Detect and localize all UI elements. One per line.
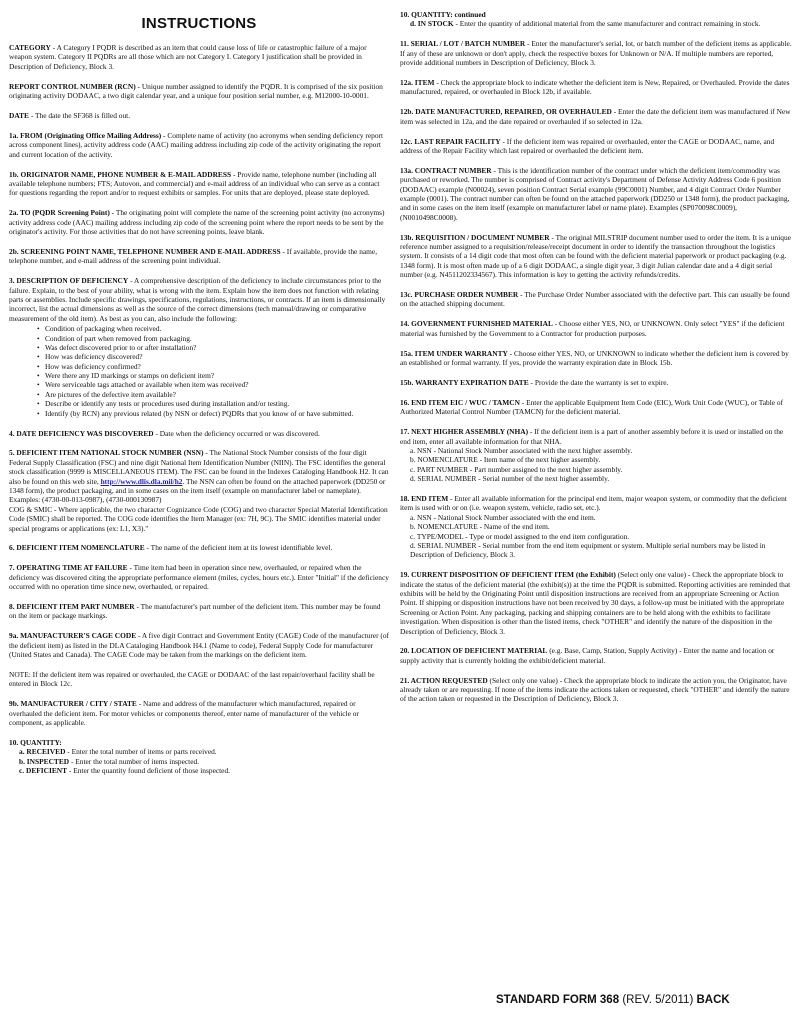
list-item: • How was deficiency discovered? — [45, 352, 389, 361]
block-2a-instruction: 2a. TO (PQDR Screening Point) - The originating point will complete the name of the screening point activity (no acronyms) activity address code (AAC) mailing address including zip code of the screening point where the report needs to be sent by the originator's activity. For those activities that do not have screening points, leave blank. — [9, 208, 385, 237]
quantity-deficient: c. DEFICIENT - Enter the quantity found deficient of those inspected. — [19, 766, 231, 776]
block-17-instruction: 17. NEXT HIGHER ASSEMBLY (NHA) - If the deficient item is a part of another assembly before it is used or installed on the end item, enter all available information for that NHA. a. NSN - National Stock Number associated with the next higher assembly. b. NOMENCLATURE - Item name of the next higher assembly. c. PART NUMBER - Part number assigned to the next higher assembly. d. SERIAL NUMBER - Serial number of the next higher assembly. — [400, 427, 794, 483]
list-item: d. SERIAL NUMBER - Serial number of the next higher assembly. — [410, 474, 610, 484]
block-3-instruction: 3. DESCRIPTION OF DEFICIENCY - A comprehensive description of the deficiency to include circumstances prior to the failure. Explain, to the best of your ability, what is wrong with the item. Explain how the item does not function with relating parts or assemblies. Include specific drawings, specifications, regulations, instructions, or contracts. If an item is dimensionally incorrect, list the actual dimensions as well as the source of the correct dimensions (tech manual/drawing or comparative measurement of the old item). As best as you can, also include the following: • Condition of packaging when received. • Condition of part when removed from packaging. • Was defect discovered prior to or after installation? • How was deficiency discovered? • How was deficiency confirmed? • Were there any ID markings or stamps on deficient item? • Were serviceable tags attached or available when item was received? • Are pictures of the defective item available? • Describe or identify any tests or procedures used during installation and/or testing. • Identify (by RCN) any previous related (by NSN or defect) PQDRs that you know of or have submitted. — [9, 276, 389, 418]
page-title: INSTRUCTIONS — [141, 15, 257, 32]
repair-note: NOTE: If the deficient item was repaired or overhauled, the CAGE or DODAAC of the last repair/overhaul facility shall be entered in Block 12c. — [9, 669, 375, 689]
rcn-instruction: REPORT CONTROL NUMBER (RCN) - Unique number assigned to identify the PQDR. It is comprised of the six position originating activity DODAAC, a two digit calendar year, and a unique four position serial number, e.g. M12000-10-0001. — [9, 81, 383, 101]
block-9a-instruction: 9a. MANUFACTURER'S CAGE CODE - A five digit Contract and Government Entity (CAGE) Code of the manufacturer (of the deficient item) as listed in the DLA Cataloging Handbook H4.1 (Name to code), Federal Supply Code for manufacturer (United States and Canada). The CAGE Code may be taken from the markings on the deficient item. — [9, 631, 390, 660]
list-item: • How was deficiency confirmed? — [45, 362, 389, 371]
dlis-h2-link[interactable]: http://www.dlis.dla.mil/h2 — [100, 476, 183, 486]
quantity-in-stock: d. IN STOCK - Enter the quantity of additional material from the same manufacturer and contract remaining in stock. — [410, 19, 761, 29]
quantity-inspected: b. INSPECTED - Enter the total number of items inspected. — [19, 756, 200, 766]
left-column — [9, 10, 389, 786]
block-13c-instruction: 13c. PURCHASE ORDER NUMBER - The Purchase Order Number associated with the defective part. This can usually be found on the attached shipping document. — [400, 290, 790, 309]
cog-smic-text: COG & SMIC - Where applicable, the two character Cognizance Code (COG) and two character Special Material Identification Code (SMIC) shall be reported. The COG code identifies the Item Manager (ex: 7H, 9C). The SMIC identifies material under special programs or applications (ex: L1, X3)." — [9, 504, 388, 533]
list-item: c. TYPE/MODEL - Type or model assigned to the end item configuration. — [410, 531, 630, 541]
list-item: d. SERIAL NUMBER - Serial number from the end item equipment or system. Multiple serial numbers may be listed in Description of Deficiency, Block 3. — [410, 540, 766, 560]
right-column — [400, 10, 794, 714]
block-19-instruction: 19. CURRENT DISPOSITION OF DEFICIENT ITEM (the Exhibit) (Select only one value) - Check the appropriate block to indicate the status of the deficient material (the exhibit(s)) at the time the PQDR is submitted. Reporting activities are reminded that exhibits will be held by the Originating Point until disposition instructions are received from an appropriate Screening or Action Point. If shipping or disposition instructions have not been received by 30 days, a follow-up must be initiated with the appropriate Screening or Action Point. Any packaging, packing and shipping containers are to be held along with the exhibits to facilitate investigation. When disposition is other than the listed items, check "OTHER" and identify the nature of the disposition in the Description of Deficiency, Block 3. — [400, 570, 791, 636]
block-14-instruction: 14. GOVERNMENT FURNISHED MATERIAL - Choose either YES, NO, or UNKNOWN. Only select "YES" if the deficient material was furnished by the Government to a Contractor for production purposes. — [400, 319, 785, 338]
list-item: • Describe or identify any tests or procedures used during installation and/or testing. — [45, 399, 389, 408]
list-item: c. PART NUMBER - Part number assigned to the next higher assembly. — [410, 464, 623, 474]
list-item: b. NOMENCLATURE - Item name of the next higher assembly. — [410, 455, 601, 465]
block-10-continued: 10. QUANTITY: continued d. IN STOCK - Enter the quantity of additional material from the same manufacturer and contract remaining in stock. — [400, 10, 794, 29]
category-instruction: CATEGORY - A Category I PQDR is described as an item that could cause loss of life or catastrophic failure of a major weapon system. Category II PQDRs are all those which are not Category I. Category I justification shall be provided in Description of Deficiency, Block 3. — [9, 43, 367, 71]
form-revision: (REV. 5/2011) — [622, 994, 694, 1006]
list-item: • Identify (by RCN) any previous related (by NSN or defect) PQDRs that you know of or have submitted. — [45, 409, 389, 418]
block-12b-instruction: 12b. DATE MANUFACTURED, REPAIRED, OR OVERHAULED - Enter the date the deficient item was manufactured if New item was selected in 12a, and the date repaired or overhauled if so selected in 12a. — [400, 107, 791, 126]
quantity-received: a. RECEIVED - Enter the total number of items or parts received. — [19, 747, 217, 757]
block-5-instruction: 5. DEFICIENT ITEM NATIONAL STOCK NUMBER (NSN) - The National Stock Number consists of the four digit Federal Supply Classification (FSC) and nine digit National Item Identification Number (NIIN). The FSC identifies the general stock classification (9999 is MISCELLANEOUS ITEM). The FSC can be found in the Indexes Cataloging Handbook H2. It can also be found on this web site, http://www.dlis.dla.mil/h2. The NSN can often be found on the attached paperwork (DD250 or 1348 form), the product packaging, and in some cases on the item itself (example on manufacturer label or nameplate). Examples: (4730-00-013-0987), (4730-000130987) COG & SMIC - Where applicable, the two character Cognizance Code (COG) and two character Special Material Identification Code (SMIC) shall be reported. The COG code identifies the Item Manager (ex: 7H, 9C). The SMIC identifies material under special programs or applications (ex: L1, X3)." — [9, 448, 389, 533]
block-1b-instruction: 1b. ORIGINATOR NAME, PHONE NUMBER & E-MAIL ADDRESS - Provide name, telephone number (including all available telephone numbers; FTS; Autovon, and commercial) and e-mail address of an individual who can serve as a contact for questions regarding the report and/or to request exhibits or samples. For units that are deployed, please state deployed. — [9, 169, 380, 198]
list-item: • Were there any ID markings or stamps on deficient item? — [45, 371, 389, 380]
block-20-instruction: 20. LOCATION OF DEFICIENT MATERIAL (e.g. Base, Camp, Station, Supply Activity) - Enter the name and location or supply activity that is currently holding the exhibit/deficient material. — [400, 646, 775, 665]
block-8-instruction: 8. DEFICIENT ITEM PART NUMBER - The manufacturer's part number of the deficient item. This number may be found on the item or package markings. — [9, 602, 381, 621]
block-13a-instruction: 13a. CONTRACT NUMBER - This is the identification number of the contract under which the deficient item/commodity was purchased or reworked. The number is comprised of Contract activity's Department of Defense Activity Address Code 6 position (DODAAC) example (N00024), seven position Contract Serial example (99C0001) Number, and 4 digit Contract Order Number example (0001). The contract number can often be found on the attached paperwork (DD250 or 1348 form), the product packaging, and in some cases on the item itself (example on manufacturer label or name plate). Examples (SP070098C0009), (N0010498C0008). — [400, 165, 790, 222]
block-15b-instruction: 15b. WARRANTY EXPIRATION DATE - Provide the date the warranty is set to expire. — [400, 377, 669, 387]
block-6-instruction: 6. DEFICIENT ITEM NOMENCLATURE - The name of the deficient item at its lowest identifiable level. — [9, 543, 333, 553]
list-item: • Are pictures of the defective item available? — [45, 390, 389, 399]
list-item: • Condition of packaging when received. — [45, 324, 389, 333]
block-7-instruction: 7. OPERATING TIME AT FAILURE - Time item had been in operation since new, overhauled, or repaired when the deficiency was discovered citing the appropriate performance element (miles, cycles, hours etc.). Enter "Initial" if the deficiency occurred with no operation time since new, overhauled, or repaired. — [9, 563, 389, 592]
list-item: • Were serviceable tags attached or available when item was received? — [45, 380, 389, 389]
block-18-instruction: 18. END ITEM - Enter all available information for the principal end item, major weapon system, or commodity that the deficient item is used with or on (i.e. weapon system, vehicle, radio set, etc.). a. NSN - National Stock Number associated with the end item. b. NOMENCLATURE - Name of the end item. c. TYPE/MODEL - Type or model assigned to the end item configuration. d. SERIAL NUMBER - Serial number from the end item equipment or system. Multiple serial numbers may be listed in Description of Deficiency, Block 3. — [400, 494, 794, 560]
block-21-instruction: 21. ACTION REQUESTED (Select only one value) - Check the appropriate block to indicate the action you, the Originator, have already taken or are requesting. If none of the items indicate the actions taken or requested, check "OTHER" and identify the nature of the action taken or requested in the Description of Deficiency, Block 3. — [400, 675, 790, 704]
list-item: • Was defect discovered prior to or after installation? — [45, 343, 389, 352]
block-4-instruction: 4. DATE DEFICIENCY WAS DISCOVERED - Date when the deficiency occurred or was discovered. — [9, 428, 320, 438]
list-item: b. NOMENCLATURE - Name of the end item. — [410, 522, 550, 532]
list-item: a. NSN - National Stock Number associated with the end item. — [410, 512, 596, 522]
date-instruction: DATE - The date the SF368 is filled out. — [9, 111, 131, 120]
form-side: BACK — [696, 994, 730, 1006]
block-1a-instruction: 1a. FROM (Originating Office Mailing Address) - Complete name of activity (no acronyms when sending deficiency report across component lines), activity address code (AAC) mailing address including zip code of the activity originating the report and current location of the activity. — [9, 130, 384, 159]
block-12c-instruction: 12c. LAST REPAIR FACILITY - If the deficient item was repaired or overhauled, enter the CAGE or DODAAC, name, and address of the Repair Facility which last repaired or overhauled the deficient item. — [400, 136, 775, 155]
block-3-bullet-list — [9, 324, 389, 418]
block-11-instruction: 11. SERIAL / LOT / BATCH NUMBER - Enter the manufacturer's serial, lot, or batch number of the deficient items as applicable. If any of these are unknown or don't apply, check the respective boxes for Unknown or N/A. If multiple numbers are reported, provide additional numbers in Description of Deficiency, Block 3. — [400, 39, 792, 68]
block-9b-instruction: 9b. MANUFACTURER / CITY / STATE - Name and address of the manufacturer which manufactured, repaired or overhauled the deficient item. For motor vehicles or components thereof, enter name of manufacturer of the vehicle or component, as applicable. — [9, 699, 359, 728]
form-name: STANDARD FORM 368 — [496, 994, 620, 1006]
block-12a-instruction: 12a. ITEM - Check the appropriate block to indicate whether the deficient item is New, Repaired, or Overhauled. Provide the dates manufactured, repaired, or overhauled in Block 12b, if available. — [400, 77, 790, 97]
block-13b-instruction: 13b. REQUISITION / DOCUMENT NUMBER - The original MILSTRIP document number used to order the item. It is a unique reference number assigned to a requisition/release/receipt document in order to identify the transaction throughout the logistics system. It consists of a 14 digit code that most often can be found with the deficient material paperwork or product packaging (e.g. 1348 form). It is most often made up of a 6 digit DODAAC, a single digit year, 3 digit Julian calendar date and a 4 digit serial number (e.g. N4511202334567). This information is key to getting the activity refunds/credits. — [400, 232, 791, 280]
list-item: a. NSN - National Stock Number associated with the next higher assembly. — [410, 445, 633, 455]
block-2b-instruction: 2b. SCREENING POINT NAME, TELEPHONE NUMBER AND E-MAIL ADDRESS - If available, provide the name, telephone number, and e-mail address of the screening point individual. — [9, 246, 378, 266]
form-footer — [496, 993, 730, 1008]
block-15a-instruction: 15a. ITEM UNDER WARRANTY - Choose either YES, NO, or UNKNOWN to indicate whether the deficient item is covered by an established or formal warranty. If yes, provide the warranty expiration date in Block 15b. — [400, 348, 789, 368]
block-16-instruction: 16. END ITEM EIC / WUC / TAMCN - Enter the applicable Equipment Item Code (EIC), Work Unit Code (WUC), or Table of Authorized Material Control Number (TAMCN) for the deficient material. — [400, 397, 784, 417]
list-item: • Condition of part when removed from packaging. — [45, 334, 389, 343]
block-10-instruction: 10. QUANTITY: a. RECEIVED - Enter the total number of items or parts received. b. INSPECTED - Enter the total number of items inspected. c. DEFICIENT - Enter the quantity found deficient of those inspected. — [9, 738, 389, 776]
